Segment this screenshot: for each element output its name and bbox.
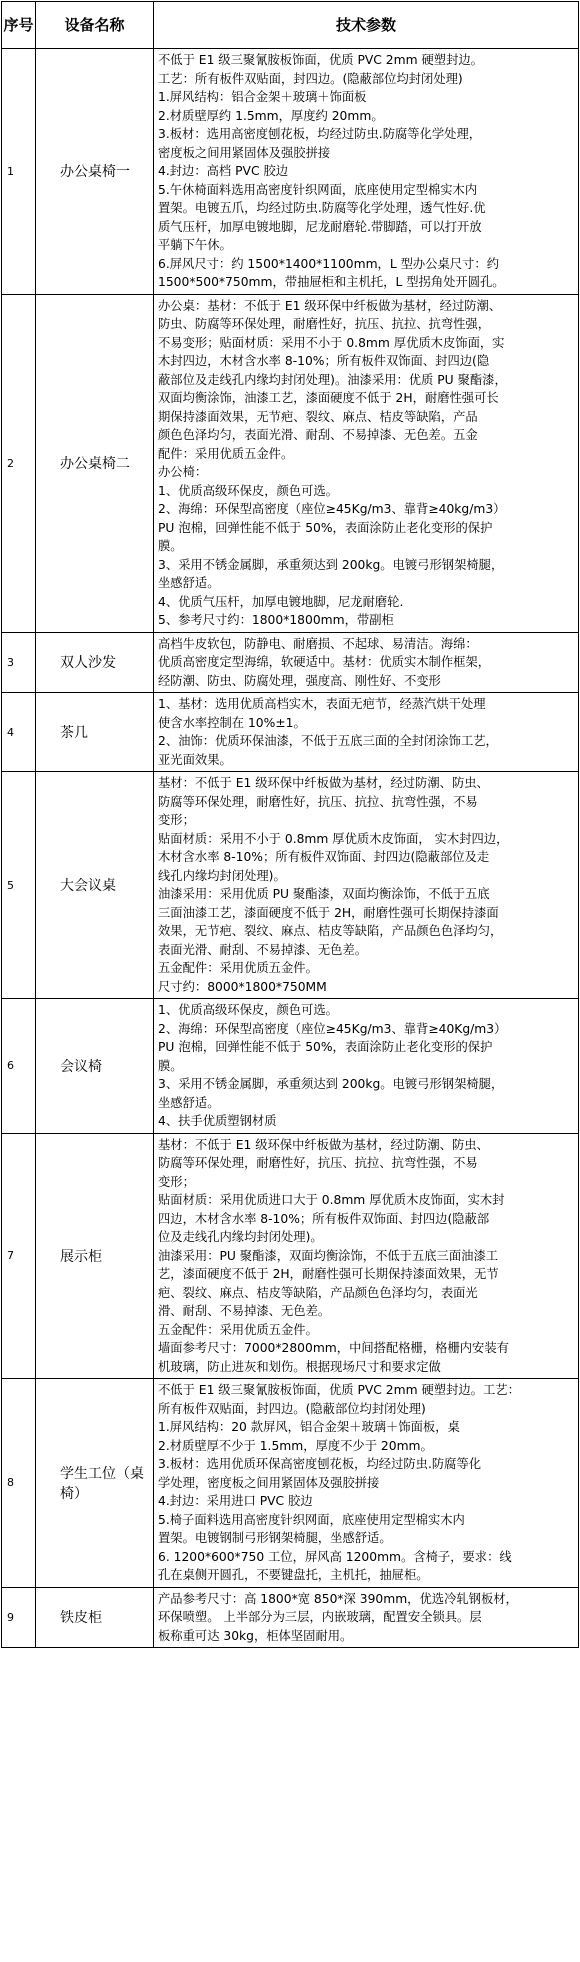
spec-table (1, 1, 579, 1648)
spec-line: 防虫、防腐等环保处理，耐磨性好，抗压、抗拉、抗弯性强， (158, 317, 491, 331)
spec-line: 膜。 (158, 1058, 183, 1073)
spec-line: 蔽部位及走线孔内缘均封闭处理)。油漆采用：优质 PU 聚酯漆， (158, 372, 507, 387)
header-no: 序号 (2, 2, 36, 49)
table-row (2, 999, 579, 1134)
spec-line: 4.封边：高档 PVC 胶边 (158, 164, 289, 178)
spec-line: 1、优质高级环保皮，颜色可选。 (158, 1003, 338, 1017)
technical-spec (154, 1133, 579, 1379)
spec-line: 滑、耐刮、不易掉漆、无色差。 (158, 1304, 331, 1318)
spec-line: 5、参考尺寸约：1800*1800mm，带副柜 (158, 613, 394, 627)
spec-line: 颜色色泽均匀，表面光滑、耐刮、不易掉漆、无色差。五金 (158, 428, 478, 442)
header-row (2, 2, 579, 49)
spec-line: 表面光滑、耐刮、不易掉漆、无色差。 (158, 942, 368, 957)
spec-line: 线孔内缘均封闭处理)。 (158, 868, 286, 883)
spec-line: 1.屏风结构：20 款屏风，铝合金架＋玻璃＋饰面板，桌 (158, 1420, 460, 1434)
spec-line: 环保喷塑。 上半部分为三层，内嵌玻璃，配置安全锁具。层 (158, 1610, 482, 1624)
technical-spec (154, 1379, 579, 1588)
spec-line: 膜。 (158, 539, 183, 553)
technical-spec (154, 772, 579, 999)
spec-line: 2.材质壁厚不少于 1.5mm，厚度不少于 20mm。 (158, 1438, 433, 1453)
spec-line: 双面均衡涂饰，油漆工艺，漆面硬度不低于 2H，耐磨性强可长 (158, 391, 499, 405)
spec-line: 贴面材质：采用优质进口大于 0.8mm 厚优质木皮饰面，实木封 (158, 1193, 505, 1207)
spec-line: 贴面材质：采用不小于 0.8mm 厚优质木皮饰面， 实木封四边， (158, 831, 509, 846)
technical-spec (154, 632, 579, 693)
spec-line: 置架。电镀钢制弓形钢架椅腿，坐感舒适。 (158, 1531, 392, 1545)
equipment-name: 展示柜 (36, 1133, 154, 1379)
spec-line: 1500*500*750mm，带抽屉柜和主机托，L 型拐角处开圆孔。 (158, 275, 505, 289)
row-number: 2 (2, 294, 36, 632)
spec-line: 木材含水率 8-10%；所有板件双饰面、封四边(隐蔽部位及走 (158, 850, 490, 864)
spec-line: 亚光面效果。 (158, 752, 232, 767)
row-number: 9 (2, 1587, 36, 1648)
spec-line: 2、海绵：环保型高密度（座位≥45Kg/m3、靠背≥40Kg/m3） (158, 1021, 507, 1036)
equipment-name: 茶几 (36, 693, 154, 772)
equipment-name: 大会议桌 (36, 772, 154, 999)
spec-line: 高档牛皮软包，防静电、耐磨损、不起球、易清洁。海绵： (158, 636, 478, 651)
spec-line: 防腐等环保处理，耐磨性好，抗压、抗拉、抗弯性强，不易 (158, 794, 478, 809)
spec-line: 学处理，密度板之间用紧固体及强胶拼接 (158, 1475, 380, 1490)
spec-line: 5.午休椅面料选用高密度针织网面，底座使用定型棉实木内 (158, 182, 478, 197)
spec-line: 办公桌：基材：不低于 E1 级环保中纤板做为基材，经过防潮、 (158, 298, 502, 313)
table-row (2, 693, 579, 772)
spec-line: 效果，无节疤、裂纹、麻点、桔皮等缺陷，产品颜色色泽均匀， (158, 924, 503, 938)
spec-line: 基材：不低于 E1 级环保中纤板做为基材，经过防潮、防虫、 (158, 776, 489, 790)
spec-line: 疤、裂纹、麻点、桔皮等缺陷，产品颜色色泽均匀，表面光 (158, 1285, 478, 1300)
spec-line: 配件：采用优质五金件。 (158, 446, 294, 461)
spec-line: 墙面参考尺寸：7000*2800mm，中间搭配格栅，格栅内安装有 (158, 1341, 509, 1355)
spec-line: 木封四边，木材含水率 8-10%；所有板件双饰面、封四边(隐 (158, 354, 490, 368)
spec-line: 使含水率控制在 10%±1。 (158, 715, 306, 730)
spec-line: 2、海绵：环保型高密度（座位≥45Kg/m3、靠背≥40kg/m3） (158, 502, 506, 516)
row-number: 4 (2, 693, 36, 772)
spec-line: 变形； (158, 813, 195, 827)
spec-line: PU 泡棉，回弹性能不低于 50%，表面涂防止老化变形的保护 (158, 1040, 493, 1054)
spec-line: 质气压杆，加厚电镀地脚，尼龙耐磨轮.带脚踏，可以打开放 (158, 219, 482, 234)
spec-line: 艺，漆面硬度不低于 2H，耐磨性强可长期保持漆面效果，无节 (158, 1267, 499, 1281)
row-number: 6 (2, 999, 36, 1134)
spec-line: 2.材质壁厚约 1.5mm，厚度约 20mm。 (158, 108, 384, 123)
spec-line: 坐感舒适。 (158, 576, 220, 590)
spec-line: 变形； (158, 1174, 195, 1189)
header-spec: 技术参数 (154, 2, 579, 49)
spec-line: 4、优质气压杆，加厚电镀地脚，尼龙耐磨轮. (158, 594, 404, 609)
spec-line: 1.屏风结构：铝合金架＋玻璃＋饰面板 (158, 90, 367, 104)
equipment-name: 铁皮柜 (36, 1587, 154, 1648)
equipment-name: 办公桌椅一 (36, 49, 154, 295)
spec-line: 机玻璃，防止进灰和划伤。根据现场尺寸和要求定做 (158, 1359, 441, 1374)
table-row (2, 1379, 579, 1588)
spec-line: 密度板之间用紧固体及强胶拼接 (158, 145, 331, 160)
spec-line: 板称重可达 30kg，柜体坚固耐用。 (158, 1628, 353, 1643)
spec-line: 3.板材：选用高密度刨花板，均经过防虫.防腐等化学处理， (158, 127, 482, 141)
spec-line: 3、采用不锈金属脚，承重须达到 200kg。电镀弓形钢架椅腿， (158, 557, 504, 572)
spec-line: 防腐等环保处理，耐磨性好，抗压、抗拉、抗弯性强，不易 (158, 1156, 478, 1170)
spec-line: 坐感舒适。 (158, 1095, 220, 1110)
spec-line: 6.屏风尺寸：约 1500*1400*1100mm，L 型办公桌尺寸：约 (158, 256, 499, 271)
spec-line: 三面油漆工艺，漆面硬度不低于 2H，耐磨性强可长期保持漆面 (158, 905, 499, 920)
spec-line: 工艺：所有板件双贴面，封四边。(隐蔽部位均封闭处理) (158, 71, 463, 86)
spec-line: 五金配件：采用优质五金件。 (158, 961, 318, 975)
spec-line: 产品参考尺寸：高 1800*宽 850*深 390mm，优选冷轧钢板材， (158, 1591, 518, 1606)
spec-line: 5.椅子面料选用高密度针织网面，底座使用定型棉实木内 (158, 1512, 465, 1527)
equipment-name: 办公桌椅二 (36, 294, 154, 632)
spec-line: 所有板件双贴面，封四边。(隐蔽部位均封闭处理) (158, 1401, 426, 1416)
row-number: 8 (2, 1379, 36, 1588)
spec-line: 2、油饰：优质环保油漆，不低于五底三面的全封闭涂饰工艺， (158, 734, 498, 748)
technical-spec (154, 49, 579, 295)
spec-line: 办公椅： (158, 465, 208, 479)
spec-line: 五金配件：采用优质五金件。 (158, 1322, 318, 1337)
spec-line: PU 泡棉，回弹性能不低于 50%，表面涂防止老化变形的保护 (158, 520, 493, 535)
row-number: 1 (2, 49, 36, 295)
spec-line: 油漆采用：采用优质 PU 聚酯漆，双面均衡涂饰，不低于五底 (158, 887, 490, 901)
spec-line: 位及走线孔内缘均封闭处理)。 (158, 1230, 323, 1244)
table-row (2, 772, 579, 999)
spec-line: 不易变形；贴面材质：采用不小于 0.8mm 厚优质木皮饰面，实 (158, 335, 505, 350)
technical-spec (154, 294, 579, 632)
equipment-name: 双人沙发 (36, 632, 154, 693)
spec-line: 油漆采用：PU 聚酯漆，双面均衡涂饰，不低于五底三面油漆工 (158, 1248, 499, 1263)
table-row (2, 1587, 579, 1648)
technical-spec (154, 693, 579, 772)
equipment-name: 学生工位（桌椅） (36, 1379, 154, 1588)
spec-line: 1、优质高级环保皮，颜色可选。 (158, 483, 338, 498)
spec-line: 6. 1200*600*750 工位，屏风高 1200mm。含椅子，要求：线 (158, 1549, 512, 1564)
spec-line: 4、扶手优质塑钢材质 (158, 1114, 277, 1128)
spec-line: 不低于 E1 级三聚氰胺板饰面，优质 PVC 2mm 硬塑封边。 (158, 53, 483, 67)
spec-line: 3.板材：选用优质环保高密度刨花板，均经过防虫.防腐等化 (158, 1457, 482, 1471)
spec-line: 四边，木材含水率 8-10%；所有板件双饰面、封四边(隐蔽部 (158, 1211, 490, 1226)
technical-spec (154, 1587, 579, 1648)
spec-line: 尺寸约：8000*1800*750MM (158, 979, 327, 994)
spec-line: 不低于 E1 级三聚氰胺板饰面，优质 PVC 2mm 硬塑封边。工艺： (158, 1383, 520, 1397)
row-number: 7 (2, 1133, 36, 1379)
spec-line: 1、基材：选用优质高档实木，表面无疤节，经蒸汽烘干处理 (158, 697, 486, 711)
spec-line: 平躺下午休。 (158, 238, 232, 252)
header-name: 设备名称 (36, 2, 154, 49)
table-row (2, 294, 579, 632)
spec-line: 基材：不低于 E1 级环保中纤板做为基材，经过防潮、防虫、 (158, 1137, 489, 1152)
equipment-name: 会议椅 (36, 999, 154, 1134)
spec-line: 优质高密度定型海绵，软硬适中。基材：优质实木制作框架， (158, 655, 491, 669)
spec-line: 置架。电镀五爪，均经过防虫.防腐等化学处理，透气性好.优 (158, 201, 486, 215)
table-row (2, 632, 579, 693)
table-row (2, 49, 579, 295)
spec-line: 3、采用不锈金属脚，承重须达到 200kg。电镀弓形钢架椅腿， (158, 1077, 504, 1091)
spec-line: 期保持漆面效果，无节疤、裂纹、麻点、桔皮等缺陷，产品 (158, 409, 478, 424)
spec-line: 4.封边：采用进口 PVC 胶边 (158, 1494, 313, 1508)
row-number: 5 (2, 772, 36, 999)
table-row (2, 1133, 579, 1379)
row-number: 3 (2, 632, 36, 693)
spec-line: 孔在桌侧开圆孔，不要键盘托，主机托，抽屉柜。 (158, 1568, 429, 1582)
spec-line: 经防潮、防虫、防腐处理，强度高、刚性好、不变形 (158, 673, 441, 688)
technical-spec (154, 999, 579, 1134)
